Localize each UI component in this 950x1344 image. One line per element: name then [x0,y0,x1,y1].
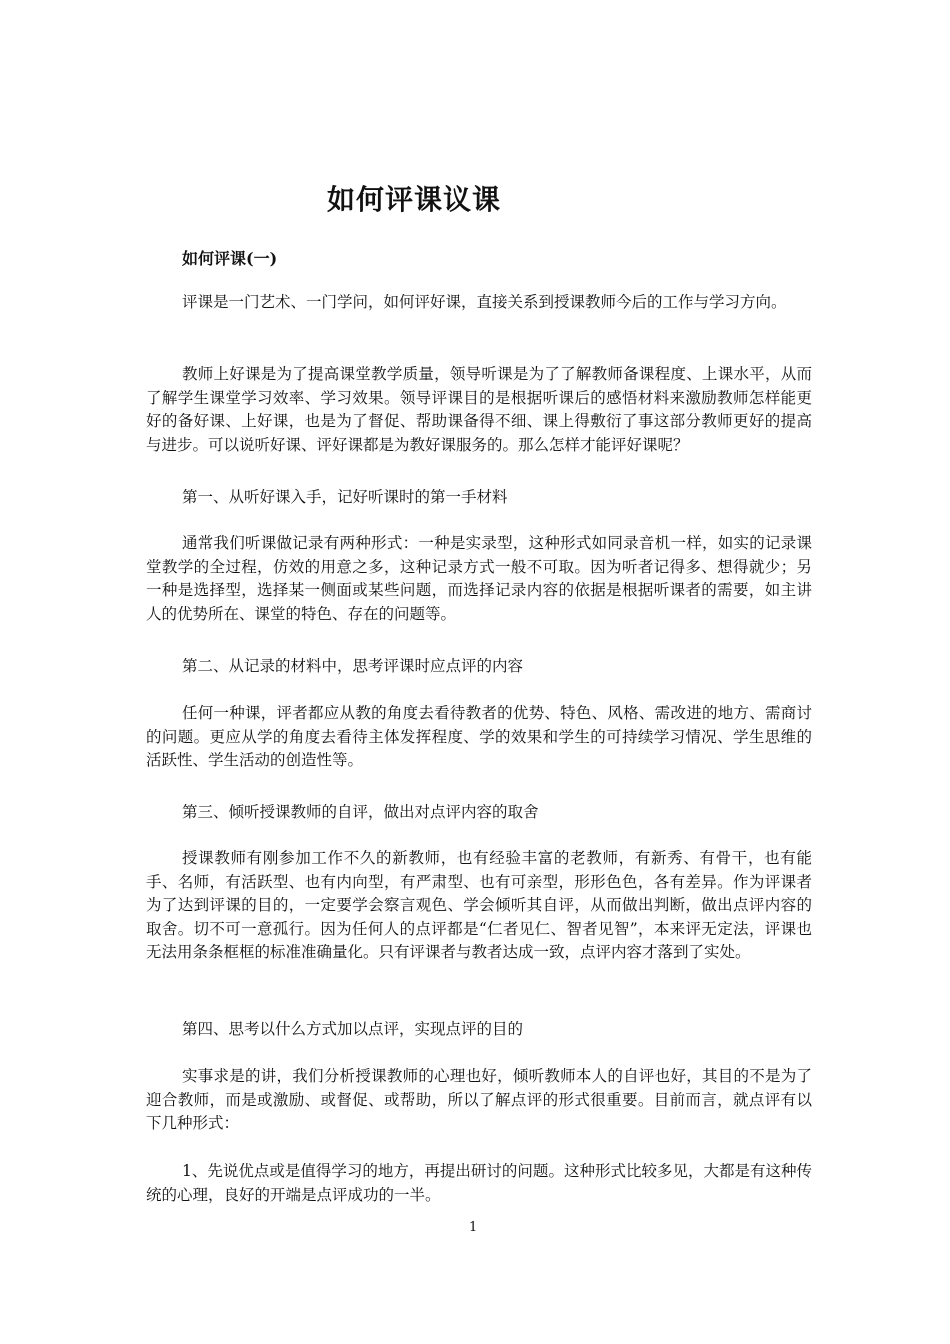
paragraph-1: 教师上好课是为了提高课堂教学质量，领导听课是为了了解教师备课程度、上课水平，从而了解学生课堂学习效率、学习效果。领导评课目的是根据听课后的感悟材料来激励教师怎样能更好的备好课、上好课，也是为了督促、帮助课备得不细、课上得敷衍了事这部分教师更好的提高与进步。可以说听好课、评好课都是为教好课服务的。那么怎样才能评好课呢？ [146,365,812,454]
paragraph-3: 任何一种课，评者都应从教的角度去看待教者的优势、特色、风格、需改进的地方、需商讨的问题。更应从学的角度去看待主体发挥程度、学的效果和学生的可持续学习情况、学生思维的活跃性、学生活动的创造性等。 [146,704,812,769]
heading-4: 第四、思考以什么方式加以点评，实现点评的目的 [182,1020,524,1038]
paragraph-6: 1、先说优点或是值得学习的地方，再提出研讨的问题。这种形式比较多见，大都是有这种传统的心理，良好的开端是点评成功的一半。 [146,1162,812,1204]
intro-paragraph: 评课是一门艺术、一门学问，如何评好课，直接关系到授课教师今后的工作与学习方向。 [182,293,787,311]
paragraph-5: 实事求是的讲，我们分析授课教师的心理也好，倾听教师本人的自评也好，其目的不是为了迎合教师，而是或激励、或督促、或帮助，所以了解点评的形式很重要。目前而言，就点评有以下几种形式： [146,1067,812,1132]
heading-3: 第三、倾听授课教师的自评，做出对点评内容的取舍 [182,803,539,821]
document-title: 如何评课议课 [327,183,502,216]
heading-2: 第二、从记录的材料中，思考评课时应点评的内容 [182,657,524,675]
paragraph-4: 授课教师有刚参加工作不久的新教师，也有经验丰富的老教师，有新秀、有骨干，也有能手、名师，有活跃型、也有内向型，有严肃型、也有可亲型，形形色色，各有差异。作为评课者为了达到评课的目的，一定要学会察言观色、学会倾听其自评，从而做出判断，做出点评内容的取舍。切不可一意孤行。因为任何人的点评都是“仁者见仁、智者见智”，本来评无定法，评课也无法用条条框框的标准准确量化。只有评课者与教者达成一致，点评内容才落到了实处。 [146,849,812,961]
heading-1: 第一、从听好课入手，记好听课时的第一手材料 [182,488,508,506]
paragraph-2: 通常我们听课做记录有两种形式：一种是实录型，这种形式如同录音机一样，如实的记录课堂教学的全过程，仿效的用意之多，这种记录方式一般不可取。因为听者记得多、想得就少；另一种是选择型，选择某一侧面或某些问题，而选择记录内容的依据是根据听课者的需要，如主讲人的优势所在、课堂的特色、存在的问题等。 [146,534,812,623]
section-subtitle: 如何评课(一) [182,249,278,268]
page-number: 1 [469,1220,478,1235]
